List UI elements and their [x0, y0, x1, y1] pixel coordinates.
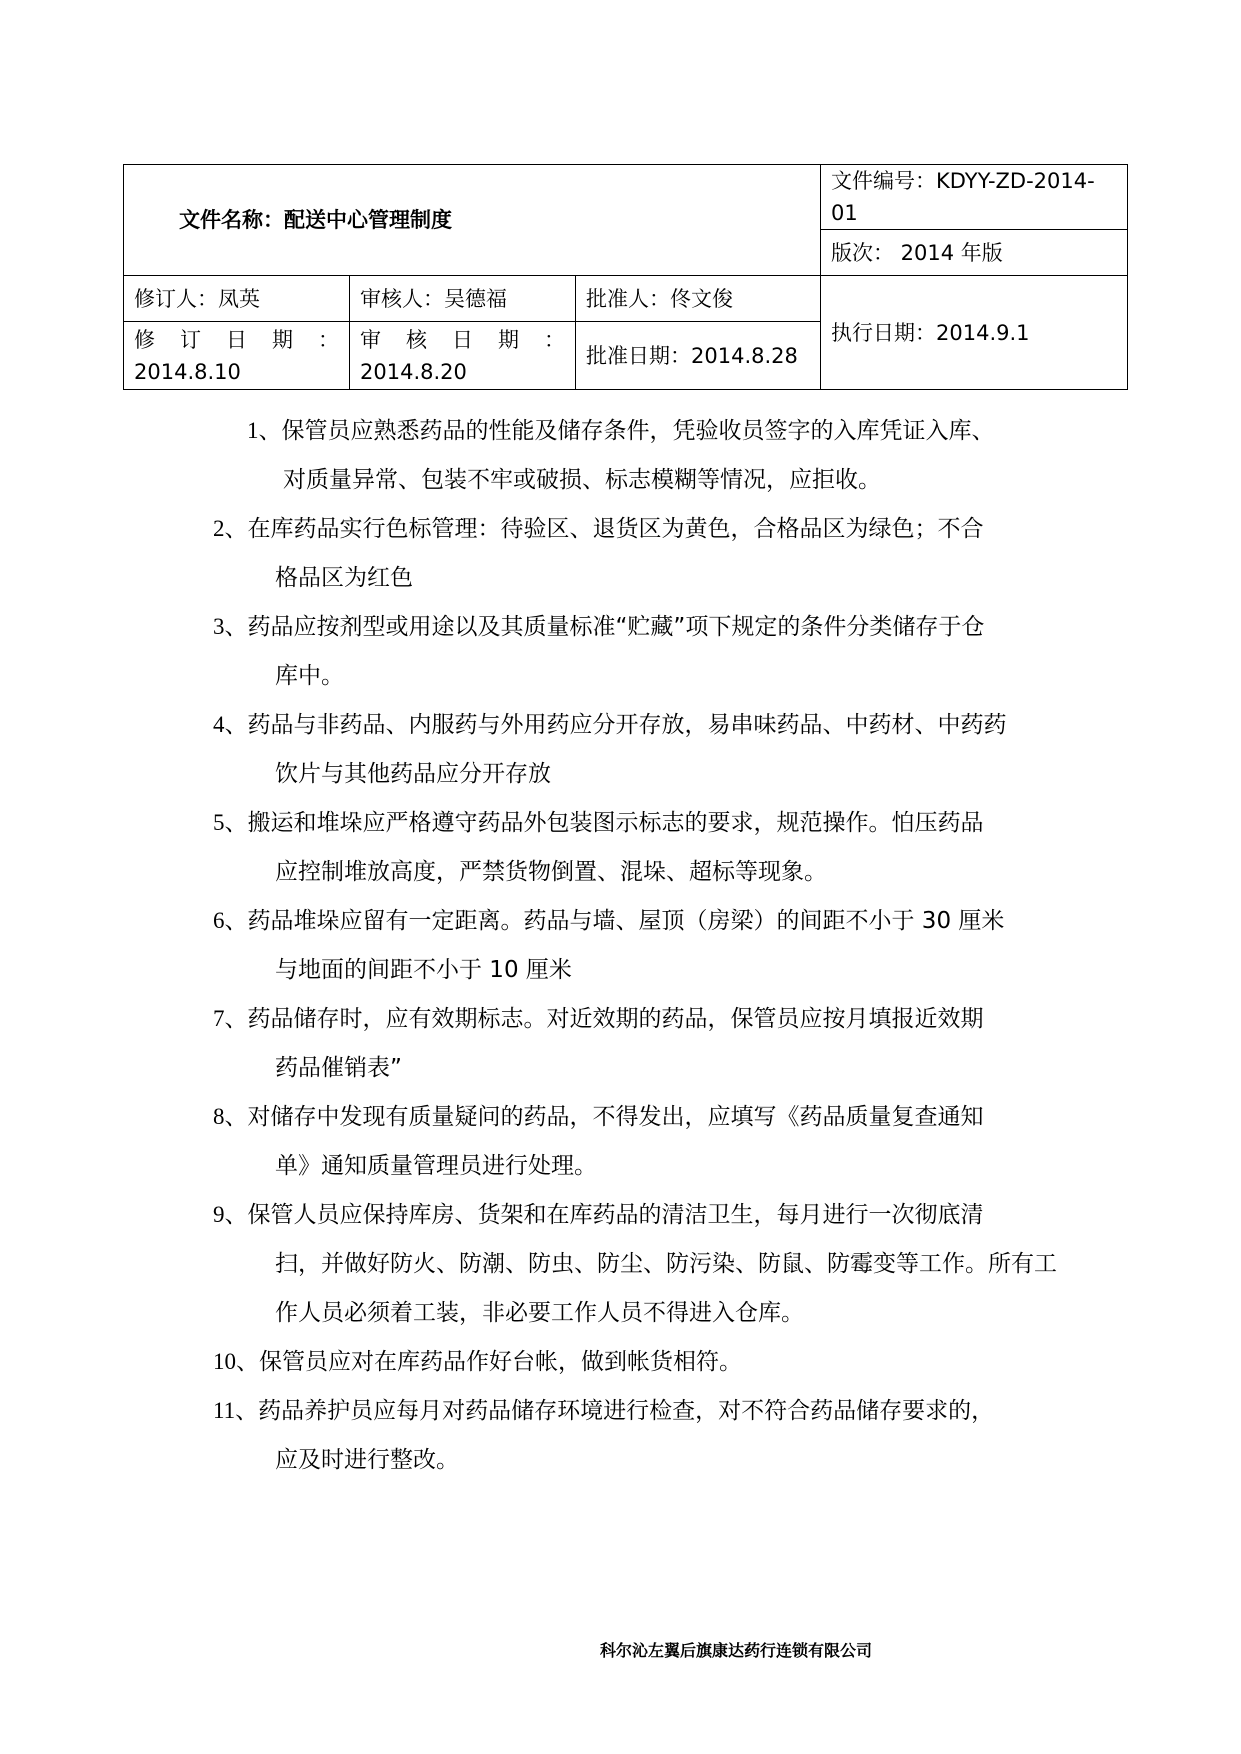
effective-date: 执行日期：2014.9.1 — [821, 276, 1128, 390]
item-number: 4、 — [213, 712, 248, 737]
document-header-table — [123, 164, 1128, 390]
item-line: 药品应按剂型或用途以及其质量标准“贮藏”项下规定的条件分类储存于仓 — [247, 614, 985, 640]
item-line: 保管员应熟悉药品的性能及储存条件，凭验收员签字的入库凭证入库、 — [281, 418, 995, 444]
list-item-4-cont — [275, 757, 551, 791]
item-number: 8、 — [213, 1104, 248, 1129]
review-date-cell — [350, 322, 576, 390]
item-line: 与地面的间距不小于 10 厘米 — [275, 957, 572, 983]
list-item-9 — [213, 1198, 984, 1232]
list-item-6 — [213, 904, 1004, 938]
list-item-5-cont — [275, 855, 827, 889]
item-line: 搬运和堆垛应严格遵守药品外包装图示标志的要求，规范操作。怕压药品 — [247, 810, 984, 836]
list-item-1-cont — [283, 463, 881, 497]
item-number: 7、 — [213, 1006, 248, 1031]
revise-date-value: 2014.8.10 — [134, 359, 241, 384]
reviser: 修订人：凤英 — [124, 276, 350, 322]
item-line: 药品储存时，应有效期标志。对近效期的药品，保管员应按月填报近效期 — [247, 1006, 984, 1032]
item-line: 扫，并做好防火、防潮、防虫、防尘、防污染、防鼠、防霉变等工作。所有工 — [275, 1251, 1057, 1277]
item-number: 1、 — [247, 418, 282, 443]
item-number: 9、 — [213, 1202, 248, 1227]
list-item-10 — [213, 1345, 742, 1379]
list-item-4 — [213, 708, 1007, 742]
item-line: 药品养护员应每月对药品储存环境进行检查，对不符合药品储存要求的， — [258, 1398, 995, 1424]
list-item-9-cont — [275, 1296, 804, 1330]
revise-date-cell — [124, 322, 350, 390]
list-item-1 — [247, 414, 995, 448]
list-item-2-cont — [275, 561, 413, 595]
item-line: 药品堆垛应留有一定距离。药品与墙、屋顶（房梁）的间距不小于 30 厘米 — [247, 908, 1005, 934]
item-line: 作人员必须着工装，非必要工作人员不得进入仓库。 — [275, 1300, 804, 1326]
list-item-9-cont — [275, 1247, 1057, 1281]
item-number: 3、 — [213, 614, 248, 639]
item-number: 5、 — [213, 810, 248, 835]
review-date-label: 审核日期： — [360, 327, 565, 352]
list-item-5 — [213, 806, 984, 840]
review-date-value: 2014.8.20 — [360, 359, 467, 384]
item-line: 在库药品实行色标管理：待验区、退货区为黄色，合格品区为绿色；不合 — [247, 516, 984, 542]
list-item-7 — [213, 1002, 984, 1036]
item-line: 格品区为红色 — [275, 565, 413, 591]
list-item-2 — [213, 512, 984, 546]
item-line: 对储存中发现有质量疑问的药品，不得发出，应填写《药品质量复查通知 — [247, 1104, 984, 1130]
item-line: 药品与非药品、内服药与外用药应分开存放，易串味药品、中药材、中药药 — [247, 712, 1007, 738]
reviewer: 审核人：吴德福 — [350, 276, 576, 322]
item-number: 2、 — [213, 516, 248, 541]
file-name: 文件名称：配送中心管理制度 — [124, 165, 821, 276]
list-item-8-cont — [275, 1149, 597, 1183]
list-item-8 — [213, 1100, 984, 1134]
file-number: 文件编号：KDYY-ZD-2014-01 — [821, 165, 1128, 230]
item-line: 药品催销表” — [275, 1055, 402, 1081]
list-item-11 — [213, 1394, 994, 1428]
approve-date: 批准日期：2014.8.28 — [576, 322, 821, 390]
item-line: 保管人员应保持库房、货架和在库药品的清洁卫生，每月进行一次彻底清 — [247, 1202, 984, 1228]
list-item-6-cont — [275, 953, 572, 987]
revise-date-label: 修订日期： — [134, 327, 339, 352]
item-line: 单》通知质量管理员进行处理。 — [275, 1153, 597, 1179]
item-number: 10、 — [213, 1349, 259, 1374]
item-line: 应控制堆放高度，严禁货物倒置、混垛、超标等现象。 — [275, 859, 827, 885]
item-line: 饮片与其他药品应分开存放 — [275, 761, 551, 787]
item-line: 保管员应对在库药品作好台帐，做到帐货相符。 — [259, 1349, 742, 1375]
item-number: 6、 — [213, 908, 248, 933]
item-line: 应及时进行整改。 — [275, 1447, 459, 1473]
item-number: 11、 — [213, 1398, 259, 1423]
list-item-11-cont — [275, 1443, 459, 1477]
company-name: 科尔沁左翼后旗康达药行连锁有限公司 — [600, 1641, 873, 1660]
version: 版次： 2014 年版 — [821, 230, 1128, 276]
list-item-3 — [213, 610, 984, 644]
list-item-3-cont — [275, 659, 344, 693]
item-line: 库中。 — [275, 663, 344, 689]
approver: 批准人：佟文俊 — [576, 276, 821, 322]
item-line: 对质量异常、包装不牢或破损、标志模糊等情况，应拒收。 — [283, 467, 881, 493]
list-item-7-cont — [275, 1051, 402, 1085]
